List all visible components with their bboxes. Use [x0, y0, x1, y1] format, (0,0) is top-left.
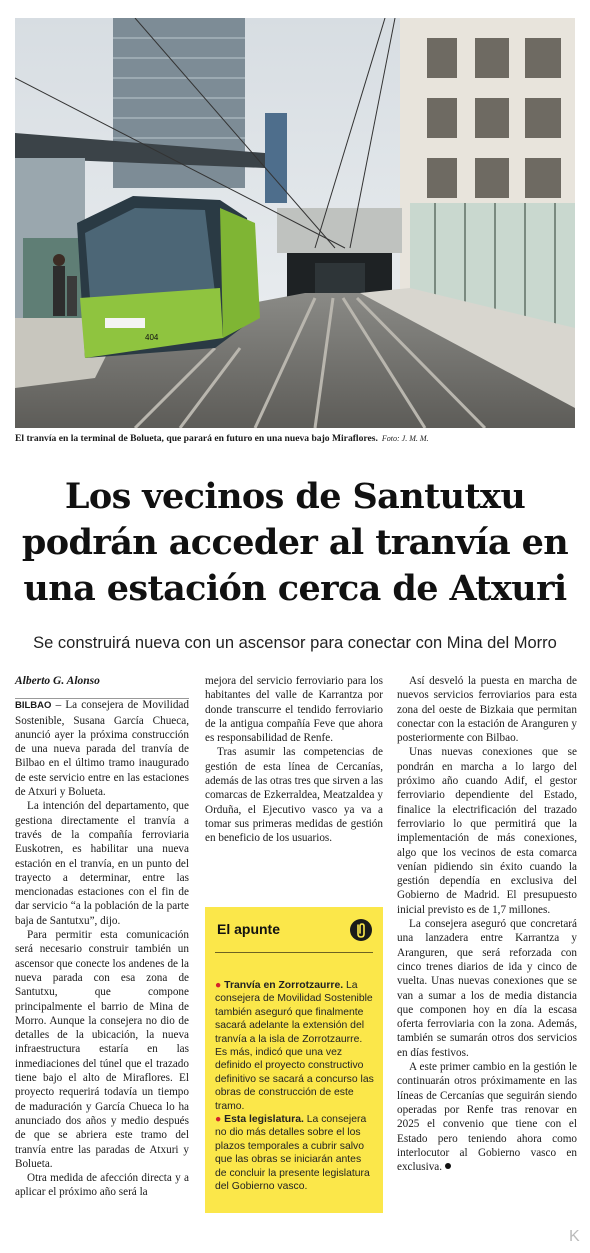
tram-station-illustration	[15, 18, 575, 428]
dateline: BILBAO	[15, 700, 52, 712]
tram-number: 404	[145, 333, 159, 342]
photo-credit: Foto: J. M. M.	[381, 434, 429, 443]
apunte-item-title: Tranvía en Zorrotzaurre.	[224, 980, 344, 991]
bullet-icon: ●	[215, 1114, 222, 1126]
apunte-item-title: Esta legislatura.	[224, 1114, 304, 1126]
apunte-item-text: La consejera de Movilidad Sostenible también aseguró que finalmente sacará adelante la extensión del tranvía a la isla de Zorrotzaurre. Es más, indicó que una vez definido el proyecto constructivo definitivo se sacará a concurso las obras de construcción de este tramo.	[215, 980, 374, 1112]
watermark: K	[569, 1228, 580, 1245]
apunte-title: El apunte	[217, 921, 281, 937]
end-mark-icon	[445, 1163, 451, 1169]
apunte-text	[215, 979, 375, 1194]
lead-text: – La consejera de Movilidad Sostenible, Susana García Chueca, anunció ayer la próxima construcción de una nueva parada del tranvía de Bilbao en el último tramo inaugurado de este servicio entre en las estaciones de Atxuri y Bolueta.	[15, 699, 189, 799]
paragraph: Unas nuevas conexiones que se pondrán en marcha a lo largo del próximo año cuando Adif, el gestor ferroviario dependiente del Estado, finalice la electrificación del trazado ferroviario lo que permitirá que la implementación de más conexiones, algo que los vecinos de esta comarca venían pidiendo sin éxito cuando la gestión dependía en exclusiva del Gobierno de Madrid. El presupuesto inicial previsto es de 1,7 millones.	[397, 746, 577, 916]
article-column-1	[15, 674, 189, 1200]
caption-text: El tranvía en la terminal de Bolueta, que parará en futuro en una nueva bajo Miraflores.	[15, 433, 378, 444]
article-column-3	[397, 674, 577, 1174]
tram-photo	[15, 18, 575, 428]
byline-rule	[15, 698, 189, 699]
bullet-icon: ●	[215, 980, 222, 991]
paragraph: mejora del servicio ferroviario para los habitantes del valle de Karrantza por donde transcurre el tendido ferroviario de la antigua compañía Feve que ahora es responsabilidad de Renfe.	[205, 675, 383, 745]
subheadline: Se construirá nueva con un ascensor para conectar con Mina del Morro	[33, 634, 557, 652]
article-column-2	[205, 674, 383, 846]
apunte-item	[215, 979, 375, 1113]
apunte-box	[205, 907, 383, 1213]
paragraph	[397, 1060, 577, 1174]
paragraph: La consejera aseguró que concretará una lanzadera entre Karrantza y Aranguren, que será reforzada con cinco trenes diarios de ida y cinco de vuelta. Unas nuevas conexiones que se van a sumar a los de media distancia que componen hoy en día la escasa oferta ferroviaria con la zona. Además, también se sumarán otros dos servicios en días festivos.	[397, 918, 577, 1059]
lead-paragraph	[15, 698, 189, 799]
paragraph: La intención del departamento, que gestiona directamente el tranvía a través de la compañía ferroviaria Euskotren, es habilitar una nueva estación en el tranvía, en un punto del trayecto a determinar, entre las mencionadas estaciones con el fin de dar servicio “a la población de la parte baja de Santutxu”, dijo.	[15, 800, 189, 927]
byline: Alberto G. Alonso	[15, 675, 100, 687]
apunte-item	[215, 1113, 375, 1193]
headline: Los vecinos de Santutxu podrán acceder al tranvía en una estación cerca de Atxuri	[21, 476, 569, 609]
final-text: A este primer cambio en la gestión le continuarán otros próximamente en las líneas de Cercanías que seguirán siendo operadas por Renfe tras renovar en 2025 el convenio que tiene con el Estado pero teniendo ahora como interlocutor al Gobierno vasco en exclusiva.	[397, 1061, 577, 1174]
paragraph: Tras asumir las competencias de gestión de esta línea de Cercanías, además de las otras tres que sirven a las comarcas de Ezkerraldea, Meatzaldea y Orduña, el Ejecutivo vasco ya va a tomar sus primeras medidas de gestión en beneficio de los usuarios.	[205, 746, 383, 845]
apunte-item-text: La consejera no dio más detalles sobre el los plazos temporales a cubrir salvo que las obras se iniciarán antes de concluir la presente legislatura del Gobierno vasco.	[215, 1114, 370, 1193]
photo-caption	[15, 432, 585, 445]
apunte-rule	[215, 952, 373, 953]
paragraph: Para permitir esta comunicación será necesario construir también un ascensor que conecte los andenes de la nueva parada con esa zona de Santutxu, que compone principalmente el barrio de Mina de Morro. Aunque la consejera no dio de detalles de la ubicación, la nueva infraestructura estaría en las inmediaciones del túnel que el trazado tiene bajo el alto de Miraflores. El proyecto requerirá todavía un tiempo de maduración y García Chueca lo ha anunciado dos años y medio después de que se abriera este tramo del tranvía entre las paradas de Atxuri y Bolueta.	[15, 929, 189, 1170]
paperclip-icon	[350, 919, 372, 941]
paragraph: Otra medida de afección directa y a aplicar el próximo año será la	[15, 1172, 189, 1199]
paragraph: Así desveló la puesta en marcha de nuevos servicios ferroviarios para esta zona del oeste de Bizkaia que permitan conectar con la estación de Aranguren y posteriormente con Bilbao.	[397, 675, 577, 745]
tram	[77, 196, 260, 358]
